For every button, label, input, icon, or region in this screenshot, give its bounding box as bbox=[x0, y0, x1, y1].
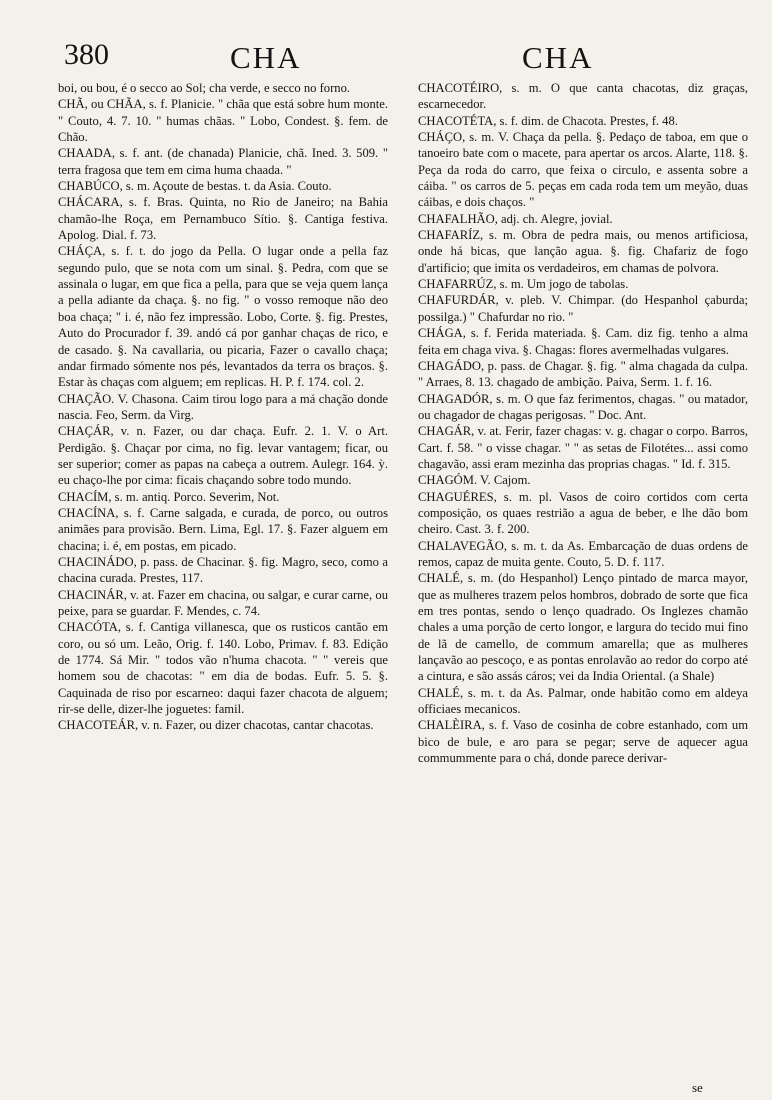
dictionary-entry: CHALAVEGÃO, s. m. t. da As. Embarcação de duas ordens de remos, capaz de muita gente. Couto, 5. D. f. 117. bbox=[418, 538, 748, 569]
dictionary-entry: CHAFALHÃO, adj. ch. Alegre, jovial. bbox=[418, 211, 613, 226]
dictionary-entry: CHALÉ, s. m. t. da As. Palmar, onde habitão como em aldeya officiaes mecanicos. bbox=[418, 685, 748, 717]
dictionary-entry: CHACÍNA, s. f. Carne salgada, e curada, de porco, ou outros animães para provisão. Bern. Lima, Egl. 17. §. Fazer alguem em chacina; i. é, em postas, em picado. bbox=[58, 505, 388, 553]
left-column bbox=[58, 80, 388, 734]
dictionary-entry: CHÁÇA, s. f. t. do jogo da Pella. O lugar onde a pella faz segundo pulo, que se nota com um sinal. §. Pedra, com que se assinala o lugar, em que fica a pella, para que se veja quem lança a pella adiante da chaça. §. no fig. " o vosso remoque não deo boa chaça; " i. é, não fez impressão. Lobo, Corte. §. fig. Prestes, Auto do Procurador f. 39. andó cá por ganhar chaças de rico, e de casado. §. Na cavallaria, ou picaria, Fazer o cavallo chaça; andar firmado sómente nos pés, levantados da terra os braços. §. Estar às chaças com alguem; em replicas. H. P. f. 174. col. 2. bbox=[58, 244, 388, 390]
dictionary-entry: CHACOTÉTA, s. f. dim. de Chacota. Prestes, f. 48. bbox=[418, 113, 678, 128]
dictionary-entry: CHALÉ, s. m. (do Hespanhol) Lenço pintado de marca mayor, que as mulheres trazem pelos hombros, dobrado de sorte que fica em tres pontas, sendo o lenço quadrado. Os Inglezes chamão chales a uma porção de certo longor, e largura do tecido mui fino de lã de camello, de commum amarella; que as mulheres lançavão ao pescoço, e as pontas enrolavão ao redor do corpo até a cintura, e são assás cáros; vei da India Oriental. (a Shale) bbox=[418, 571, 748, 684]
dictionary-entry: CHAÇÁR, v. n. Fazer, ou dar chaça. Eufr. 2. 1. V. o Art. Perdigão. §. Chaçar por cima, no fig. levar vantagem; ficar, ou ser superior; comer as papas na cabeça a outrem. Aulegr. 164. ỳ. eu chaço-lhe por cima: ficais chaçando sobre todo mundo. bbox=[58, 424, 388, 488]
dictionary-entry: CHACINÁDO, p. pass. de Chacinar. §. fig. Magro, seco, como a chacina curada. Prestes, 117. bbox=[58, 554, 388, 586]
dictionary-entry: CHÁÇO, s. m. V. Chaça da pella. §. Pedaço de taboa, em que o tanoeiro bate com o macete, para apertar os arcos. Alarte, 118. §. Peça da roda do carro, que feixa o circulo, e assenta sobre a cáiba. " os carros de 5. peças em cada roda tem um meyão, duas cáibas, e dois chaços. " bbox=[418, 130, 748, 210]
dictionary-entry: CHAGÁDO, p. pass. de Chagar. §. fig. " alma chagada da culpa. " Arraes, 8. 13. chagado de ambição. Paiva, Serm. 1. f. 16. bbox=[418, 358, 748, 390]
running-header-left: CHA bbox=[230, 40, 302, 75]
dictionary-entry: CHAADA, s. f. ant. (de chanada) Planicie, chã. Ined. 3. 509. " terra fragosa que tem em cima huma chaada. " bbox=[58, 146, 388, 177]
right-column bbox=[418, 80, 748, 766]
dictionary-entry: CHAÇÃO. V. Chasona. Caim tirou logo para a má chação donde nascia. Feo, Serm. da Virg. bbox=[58, 391, 388, 422]
dictionary-entry: CHAFARÍZ, s. m. Obra de pedra mais, ou menos artificiosa, onde há bicas, que lanção agua. §. fig. Chafariz de fogo d'artificio; que imita os verdadeiros, em chamas de polvora. bbox=[418, 228, 748, 275]
dictionary-entry: CHAFARRÚZ, s. m. Um jogo de tabolas. bbox=[418, 277, 629, 292]
dictionary-entry: CHÁGA, s. f. Ferida materiada. §. Cam. diz fig. tenho a alma feita em chaga viva. §. Chagas: flores avermelhadas vulgares. bbox=[418, 326, 748, 357]
dictionary-entry: CHAGUÉRES, s. m. pl. Vasos de coiro cortidos com certa composição, os quaes restrião a agua de beber, e lhe dão bom cheiro. Cast. 3. f. 200. bbox=[418, 489, 748, 537]
dictionary-entry: CHÃ, ou CHÃA, s. f. Planicie. " chãa que está sobre hum monte. " Couto, 4. 7. 10. " humas chãas. " Lobo, Condest. §. fem. de Chão. bbox=[58, 97, 388, 145]
dictionary-entry: CHABÚCO, s. m. Açoute de bestas. t. da Asia. Couto. bbox=[58, 179, 332, 194]
running-header-right: CHA bbox=[522, 40, 594, 75]
dictionary-entry: CHACÓTA, s. f. Cantiga villanesca, que os rusticos cantão em coro, ou só um. Leão, Orig. f. 140. Lobo, Primav. f. 83. Edição de 1774. Sá Mir. " todos vão n'huma chacota. " " vereis que homem sou de chacotas: " em dia de bodas. Eufr. 5. 5. §. Caquinada de riso por escarneo: daqui fazer chacota de alguem; rir-se delle, dizer-lhe joguetes: famil. bbox=[58, 620, 388, 717]
dictionary-entry: CHACINÁR, v. at. Fazer em chacina, ou salgar, e curar carne, ou peixe, para se guardar. F. Mendes, c. 74. bbox=[58, 587, 388, 618]
dictionary-entry: boi, ou bou, é o secco ao Sol; cha verde, e secco no forno. bbox=[58, 81, 351, 95]
dictionary-entry: CHALÈIRA, s. f. Vaso de cosinha de cobre estanhado, com um bico de bule, e aro para se pegar; serve de aquecer agua commummente para o chá, donde parece derivar- bbox=[418, 718, 748, 766]
dictionary-entry: CHAGADÓR, s. m. O que faz ferimentos, chagas. " ou matador, ou chagador de chagas perigosas. " Doc. Ant. bbox=[418, 391, 748, 422]
dictionary-entry: CHACÍM, s. m. antiq. Porco. Severim, Not. bbox=[58, 489, 280, 504]
dictionary-entry: CHAFURDÁR, v. pleb. V. Chimpar. (do Hespanhol çaburda; possilga.) " Chafurdar no rio. " bbox=[418, 293, 748, 324]
dictionary-entry: CHAGÓM. V. Cajom. bbox=[418, 473, 531, 488]
dictionary-entry: CHÁCARA, s. f. Bras. Quinta, no Rio de Janeiro; na Bahia chamão-lhe Roça, em Pernambuco Sítio. §. Cantiga festiva. Apolog. Dial. f. 73. bbox=[58, 195, 388, 243]
dictionary-entry: CHACOTÉIRO, s. m. O que canta chacotas, diz graças, escarnecedor. bbox=[418, 81, 748, 112]
page-number: 380 bbox=[64, 38, 109, 71]
catchword: se bbox=[692, 1080, 703, 1095]
dictionary-entry: CHAGÁR, v. at. Ferir, fazer chagas: v. g. chagar o corpo. Barros, Cart. f. 58. " o visse chagar. " " as setas de Filotétes... assi como chagavão, assi eram mezinha das proprias chagas. " Id. f. 315. bbox=[418, 424, 748, 471]
dictionary-entry: CHACOTEÁR, v. n. Fazer, ou dizer chacotas, cantar chacotas. bbox=[58, 718, 374, 733]
